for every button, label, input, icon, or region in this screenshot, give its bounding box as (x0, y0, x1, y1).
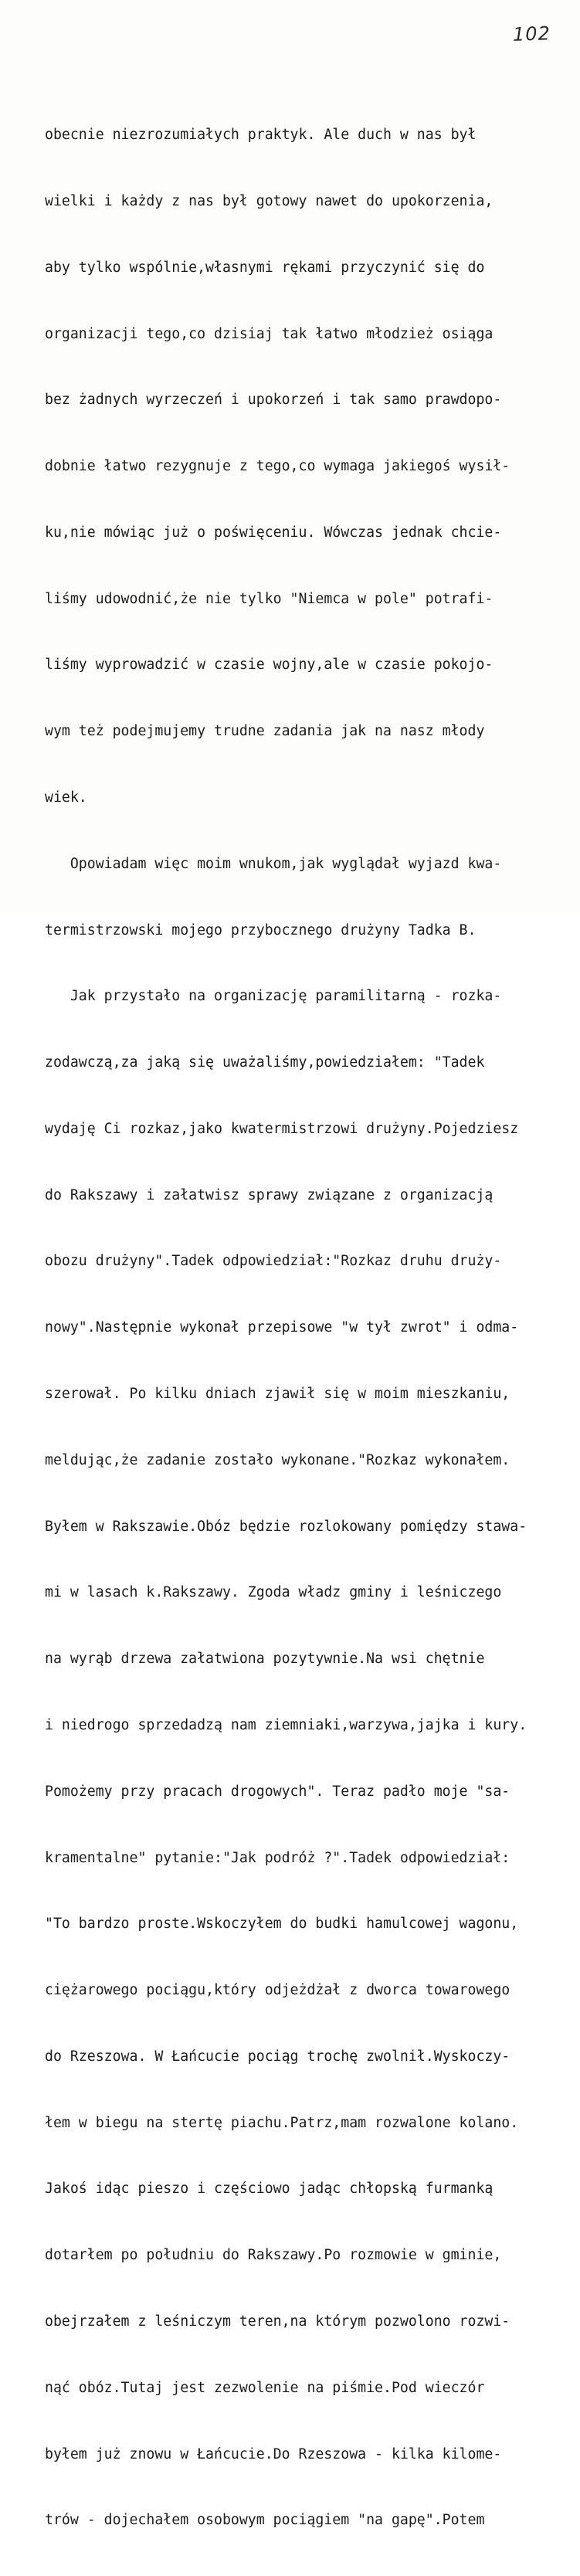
text-line: zodawczą,za jaką się uważaliśmy,powiedziałem: "Tadek (45, 1054, 485, 1071)
text-line: byłem już znowu w Łańcucie.Do Rzeszowa - kilka kilome- (45, 2445, 502, 2462)
text-line: trów - dojechałem osobowym pociągiem "na gapę".Potem (45, 2512, 485, 2529)
text-line: wydaję Ci rozkaz,jako kwatermistrzowi drużyny.Pojedziesz (45, 1120, 519, 1137)
text-line: nowy".Następnie wykonał przepisowe "w tył zwrot" i odma- (45, 1319, 519, 1336)
text-line: do Rakszawy i załatwisz sprawy związane z organizacją (45, 1186, 494, 1203)
text-line: Jakoś idąc pieszo i częściowo jadąc chłopską furmanką (45, 2181, 494, 2198)
text-line: obozu drużyny".Tadek odpowiedział:"Rozkaz druhu druży- (45, 1253, 502, 1270)
text-line: Jak przystało na organizację paramilitarną - rozka- (45, 988, 502, 1005)
text-line: na wyrąb drzewa załatwiona pozytywnie.Na wsi chętnie (45, 1651, 485, 1668)
text-line: bez żadnych wyrzeczeń i upokorzeń i tak samo prawdopo- (45, 392, 502, 409)
text-line: mi w lasach k.Rakszawy. Zgoda władz gminy i leśniczego (45, 1584, 502, 1601)
text-line: meldując,że zadanie zostało wykonane."Rozkaz wykonałem. (45, 1451, 510, 1468)
text-line: Byłem w Rakszawie.Obóz będzie rozlokowany pomiędzy stawa- (45, 1518, 527, 1535)
text-line: wielki i każdy z nas był gotowy nawet do upokorzenia, (45, 192, 494, 209)
text-line: liśmy wyprowadzić w czasie wojny,ale w czasie pokojo- (45, 657, 494, 674)
text-line: dobnie łatwo rezygnuje z tego,co wymaga jakiegoś wysił- (45, 458, 510, 475)
text-line: Pomożemy przy pracach drogowych". Teraz padło moje "sa- (45, 1783, 510, 1800)
text-line: łem w biegu na stertę piachu.Patrz,mam rozwalone kolano. (45, 2114, 519, 2131)
text-line: do Rzeszowa. W Łańcucie pociąg trochę zwolnił.Wyskoczy- (45, 2048, 510, 2065)
page-number: 102 (512, 22, 551, 46)
text-line: ciężarowego pociągu,który odjeżdżał z dworca towarowego (45, 1982, 510, 1999)
text-line: Opowiadam więc moim wnukom,jak wyglądał wyjazd kwa- (45, 855, 502, 872)
text-line: obecnie niezrozumiałych praktyk. Ale duch w nas był (45, 127, 477, 144)
text-line: obejrzałem z leśniczym teren,na którym pozwolono rozwi- (45, 2313, 510, 2330)
text-line: wym też podejmujemy trudne zadania jak na nasz młody (45, 723, 485, 740)
text-line: kramentalne" pytanie:"Jak podróż ?".Tadek odpowiedział: (45, 1849, 510, 1866)
text-line: organizacji tego,co dzisiaj tak łatwo młodzież osiąga (45, 325, 494, 342)
text-line: wiek. (45, 789, 87, 806)
typewritten-text (45, 80, 570, 2576)
text-line: aby tylko wspólnie,własnymi rękami przyczynić się do (45, 259, 485, 276)
text-line: termistrzowski mojego przybocznego drużyny Tadka B. (45, 921, 477, 938)
text-line: nąć obóz.Tutaj jest zezwolenie na piśmie.Pod wieczór (45, 2379, 485, 2396)
text-line: szerował. Po kilku dniach zjawił się w moim mieszkaniu, (45, 1386, 510, 1403)
text-line: ku,nie mówiąc już o poświęceniu. Wówczas jednak chcie- (45, 524, 502, 541)
text-line: liśmy udowodnić,że nie tylko "Niemca w pole" potrafi- (45, 590, 494, 607)
text-line: "To bardzo proste.Wskoczyłem do budki hamulcowej wagonu, (45, 1916, 519, 1933)
text-line: dotarłem po południu do Rakszawy.Po rozmowie w gminie, (45, 2247, 502, 2264)
text-line: i niedrogo sprzedadzą nam ziemniaki,warzywa,jajka i kury. (45, 1716, 527, 1733)
